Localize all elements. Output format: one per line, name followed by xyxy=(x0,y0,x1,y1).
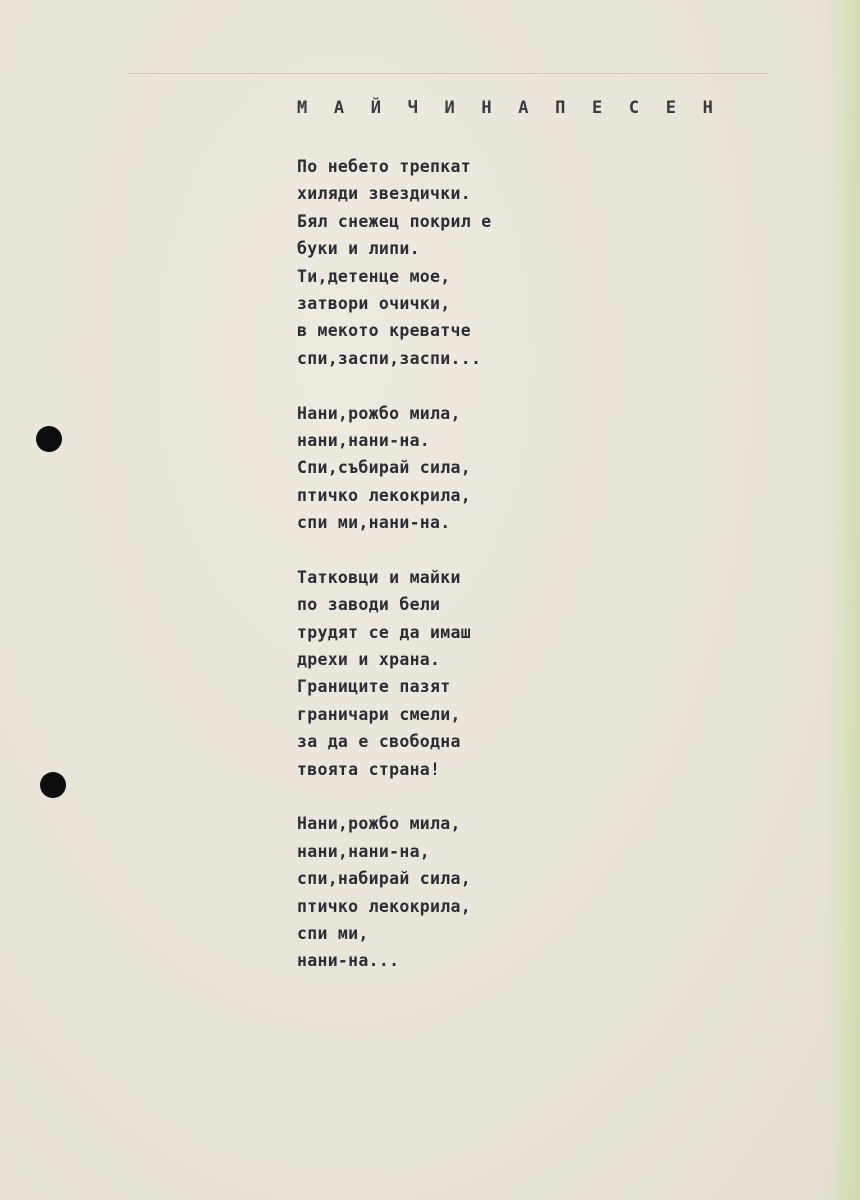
stanza xyxy=(297,153,757,372)
poem-line: по заводи бели xyxy=(297,595,441,615)
poem-line: птичко лекокрила, xyxy=(297,896,471,916)
stanza-gap xyxy=(297,783,757,810)
poem-line: спи ми,нани-на. xyxy=(297,513,451,533)
poem-line: Бял снежец покрил е xyxy=(297,211,492,231)
poem-line: нани-на... xyxy=(297,951,400,971)
poem-line: Нани,рожбо мила, xyxy=(297,403,461,423)
poem-line: Ти,детенце мое, xyxy=(297,266,451,286)
stanza-gap xyxy=(297,536,757,563)
poem-line: нани,нани-на. xyxy=(297,430,431,450)
stanza-gap xyxy=(297,372,757,399)
poem-body xyxy=(297,153,757,975)
punch-hole xyxy=(36,426,62,452)
top-rule-line xyxy=(128,73,768,74)
poem-line: спи,набирай сила, xyxy=(297,869,471,889)
poem-line: Границите пазят xyxy=(297,677,451,697)
poem-line: граничари смели, xyxy=(297,704,461,724)
poem-line: Татковци и майки xyxy=(297,567,461,587)
poem-line: Спи,събирай сила, xyxy=(297,458,471,478)
poem-line: за да е свободна xyxy=(297,732,461,752)
poem-line: твоята страна! xyxy=(297,759,441,779)
poem-line: птичко лекокрила, xyxy=(297,485,471,505)
poem-line: затвори очички, xyxy=(297,293,451,313)
poem-line: буки и липи. xyxy=(297,239,420,259)
poem-line: дрехи и храна. xyxy=(297,650,441,670)
poem-line: в мекото креватче xyxy=(297,321,471,341)
poem-line: нани,нани-на, xyxy=(297,841,431,861)
poem-line: хиляди звездички. xyxy=(297,184,471,204)
stanza xyxy=(297,400,757,537)
punch-hole xyxy=(40,772,66,798)
poem-line: По небето трепкат xyxy=(297,157,471,176)
poem-line: трудят се да имаш xyxy=(297,622,471,642)
stanza xyxy=(297,810,757,974)
stanza xyxy=(297,564,757,783)
poem-title: М А Й Ч И Н А П Е С Е Н xyxy=(297,98,722,118)
poem-line: спи ми, xyxy=(297,923,369,943)
poem-line: спи,заспи,заспи... xyxy=(297,348,482,368)
poem-line: Нани,рожбо мила, xyxy=(297,814,461,834)
